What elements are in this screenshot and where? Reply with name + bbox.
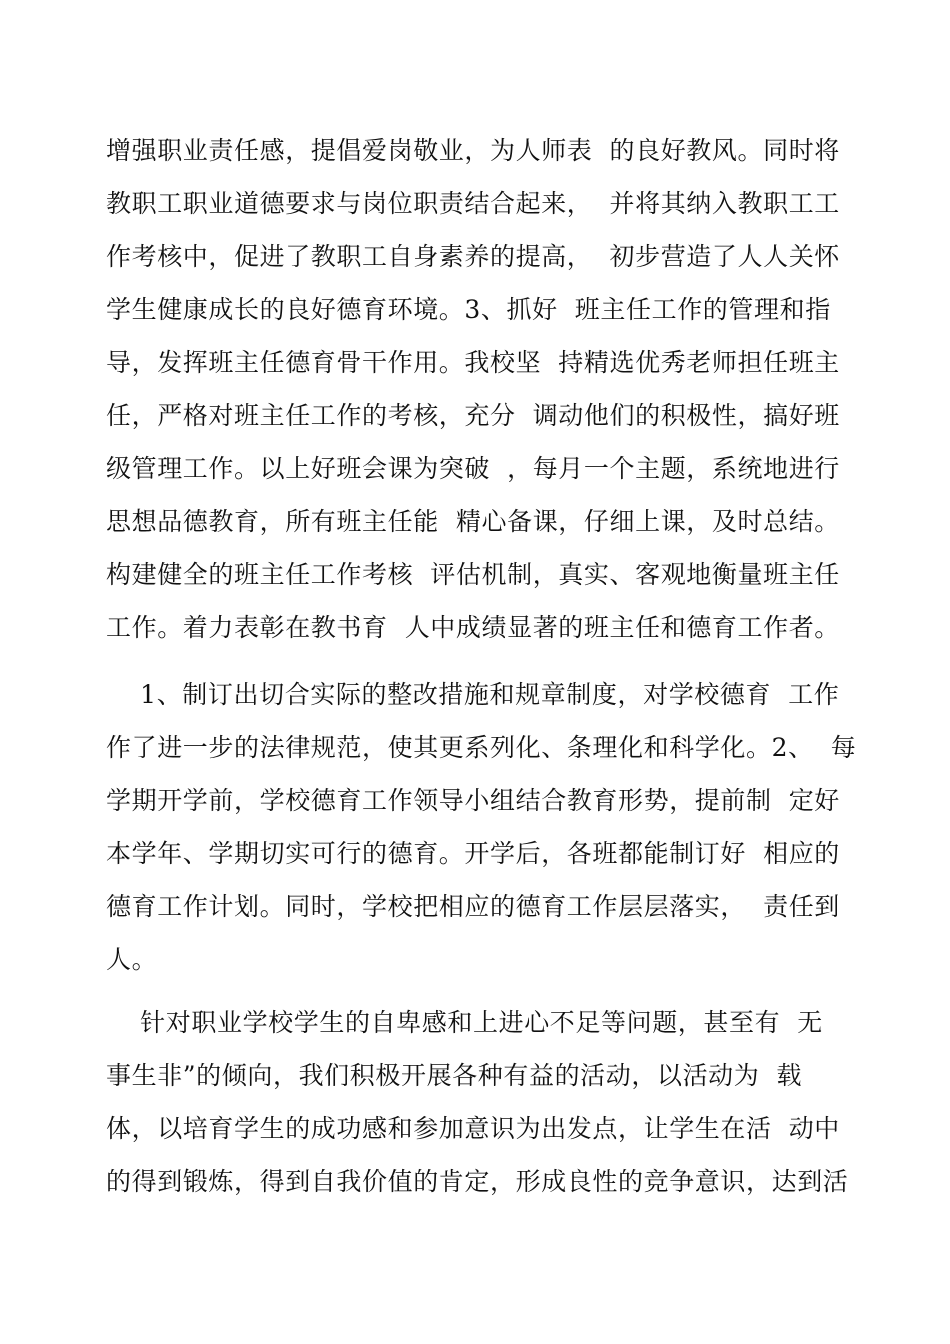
text-line: 教职工职业道德要求与岗位职责结合起来， 并将其纳入教职工工: [106, 189, 840, 218]
text-line: 学期开学前，学校德育工作领导小组结合教育形势，提前制 定好: [106, 786, 840, 815]
text-line: 任，严格对班主任工作的考核，充分 调动他们的积极性，搞好班: [106, 401, 840, 430]
text-line: 工作。着力表彰在教书育 人中成绩显著的班主任和德育工作者。: [106, 613, 840, 642]
text-line: 体，以培育学生的成功感和参加意识为出发点，让学生在活 动中: [106, 1114, 840, 1143]
text-line: 导，发挥班主任德育骨干作用。我校坚 持精选优秀老师担任班主: [106, 348, 840, 377]
text-line: 本学年、学期切实可行的德育。开学后，各班都能制订好 相应的: [106, 839, 840, 868]
text-line: 作了进一步的法律规范，使其更系列化、条理化和科学化。2、 每: [106, 733, 857, 762]
paragraph-1: [106, 124, 866, 654]
text-line: 针对职业学校学生的自卑感和上进心不足等问题，甚至有 无: [106, 1008, 823, 1037]
text-line: 人。: [106, 945, 158, 974]
text-line: 思想品德教育，所有班主任能 精心备课，仔细上课，及时总结。: [106, 507, 840, 536]
text-line: 级管理工作。以上好班会课为突破 ，每月一个主题，系统地进行: [106, 454, 840, 483]
text-line: 的得到锻炼，得到自我价值的肯定，形成良性的竞争意识，达到活: [106, 1167, 849, 1196]
text-line: 构建健全的班主任工作考核 评估机制，真实、客观地衡量班主任: [106, 560, 840, 589]
text-line: 增强职业责任感，提倡爱岗敬业，为人师表 的良好教风。同时将: [106, 136, 840, 165]
text-line: 作考核中，促进了教职工自身素养的提高， 初步营造了人人关怀: [106, 242, 840, 271]
text-line: 1、制订出切合实际的整改措施和规章制度，对学校德育 工作: [106, 680, 840, 709]
text-line: 事生非”的倾向，我们积极开展各种有益的活动，以活动为 载: [106, 1061, 803, 1090]
text-line: 学生健康成长的良好德育环境。3、抓好 班主任工作的管理和指: [106, 295, 831, 324]
text-line: 德育工作计划。同时，学校把相应的德育工作层层落实， 责任到: [106, 892, 840, 921]
paragraph-3: [106, 996, 866, 1208]
paragraph-2: [106, 668, 866, 986]
